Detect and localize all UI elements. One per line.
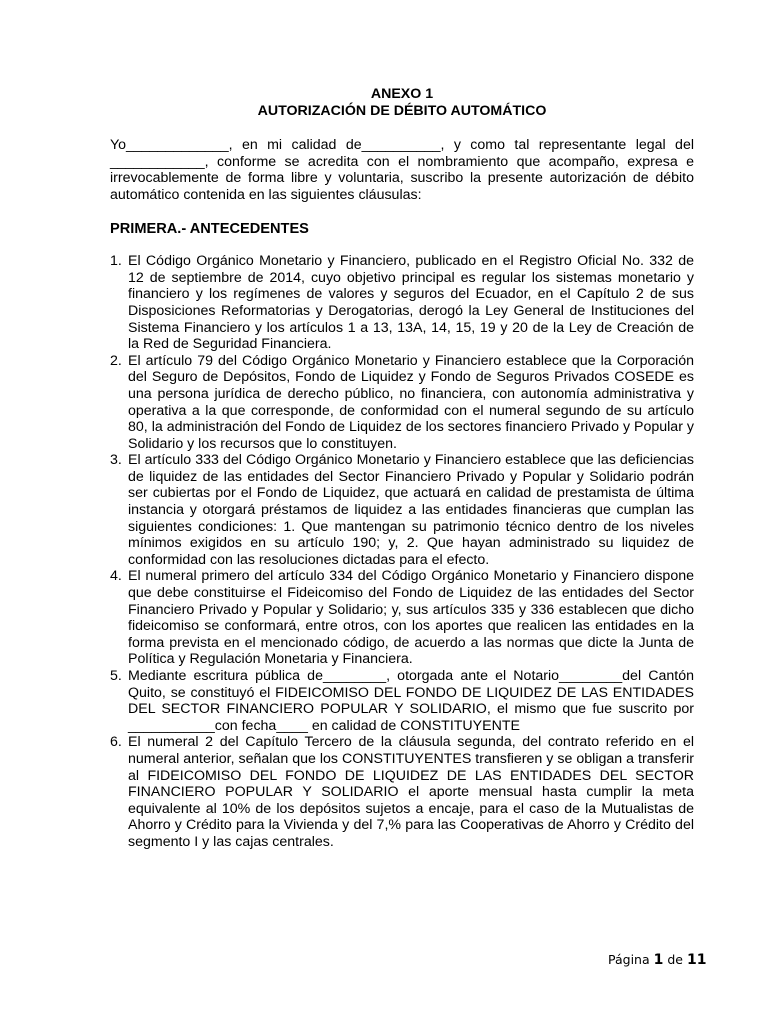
page-total: 11 [686,952,707,968]
list-item [110,734,694,850]
list-item-number: 5. [110,668,122,684]
document-body [110,86,694,851]
list-item [110,253,694,353]
annex-label: ANEXO 1 [370,86,434,102]
list-item-number: 4. [110,568,122,585]
list-item [110,452,694,568]
list-item-text: El numeral 2 del Capítulo Tercero de la cláusula segunda, del contrato referido en el numeral anterior, señalan que los CONSTITUYENTES transfieren y se obligan a transferir al FIDEICOMISO DEL FONDO DE LIQUIDEZ DE LAS ENTIDADES DEL SECTOR FINANCIERO POPULAR Y SOLIDARIO el aporte mensual hasta cumplir la meta equivalente al 10% de los depósitos sujetos a encaje, para el caso de la Mutualistas de Ahorro y Crédito para la Vivienda y del 7,% para las Cooperativas de Ahorro y Crédito del segmento I y las cajas centrales. [128,734,694,850]
list-item-text: Mediante escritura pública de________, otorgada ante el Notario________del Cantón Quito, se constituyó el FIDEICOMISO DEL FONDO DE LIQUIDEZ DE LAS ENTIDADES DEL SECTOR FINANCIERO POPULAR Y SOLIDARIO, el mismo que fue suscrito por ___________con fecha____ en calidad de CONSTITUYENTE [128,668,694,734]
list-item [110,353,694,453]
list-item-number: 6. [110,734,122,751]
list-item-text: El numeral primero del artículo 334 del Código Orgánico Monetario y Financiero dispone que debe constituirse el Fideicomiso del Fondo de Liquidez de las entidades del Sector Financiero Privado y Popular y Solidario; y, sus artículos 335 y 336 establecen que dicho fideicomiso se conformará, entre otros, con los aportes que realicen las entidades en la forma prevista en el mencionado código, de acuerdo a las normas que dicte la Junta de Política y Regulación Monetaria y Financiera. [128,568,694,668]
antecedents-list [110,253,694,850]
page-word: Página [608,952,650,967]
list-item-number: 2. [110,352,122,369]
list-item-text: El artículo 79 del Código Orgánico Monetario y Financiero establece que la Corporación del Seguro de Depósitos, Fondo de Liquidez y Fondo de Seguros Privados COSEDE es una persona jurídica de derecho público, no financiera, con autonomía administrativa y operativa a la que corresponde, de conformidad con el numeral segundo de su artículo 80, la administración del Fondo de Liquidez de los sectores financiero Privado y Popular y Solidario y los recursos que lo constituyen. [128,352,694,452]
list-item-text: El artículo 333 del Código Orgánico Monetario y Financiero establece que las deficiencias de liquidez de las entidades del Sector Financiero Privado y Popular y Solidario podrán ser cubiertas por el Fondo de Liquidez, que actuará en calidad de prestamista de última instancia y otorgará préstamos de liquidez a las entidades financieras que cumplan las siguientes condiciones: 1. Que mantengan su patrimonio técnico dentro de los niveles mínimos exigidos en su artículo 190; y, 2. Que hayan administrado su liquidez de conformidad con las resoluciones dictadas para el efecto. [128,452,694,568]
of-word: de [667,952,683,967]
page-footer [608,952,706,968]
section-heading: PRIMERA.- ANTECEDENTES [110,220,309,237]
list-item [110,668,694,734]
intro-paragraph: Yo_____________, en mi calidad de__________, y como tal representante legal del ____________, conforme se acredita con el nombramiento que acompaño, expresa e irrevocablemente de forma libre y voluntaria, suscribo la presente autorización de débito automático contenida en las siguientes cláusulas: [110,137,694,203]
list-item-number: 1. [110,253,122,270]
list-item-text: El Código Orgánico Monetario y Financiero, publicado en el Registro Oficial No. 332 de 12 de septiembre de 2014, cuyo objetivo principal es regular los sistemas monetario y financiero y los regímenes de valores y seguros del Ecuador, en el Capítulo 2 de sus Disposiciones Reformatorias y Derogatorias, derogó la Ley General de Instituciones del Sistema Financiero y los artículos 1 a 13, 13A, 14, 15, 19 y 20 de la Ley de Creación de la Red de Seguridad Financiera. [128,253,694,353]
page-number: 1 [653,952,664,968]
list-item-number: 3. [110,452,122,469]
list-item [110,568,694,668]
document-title: AUTORIZACIÓN DE DÉBITO AUTOMÁTICO [257,102,547,119]
